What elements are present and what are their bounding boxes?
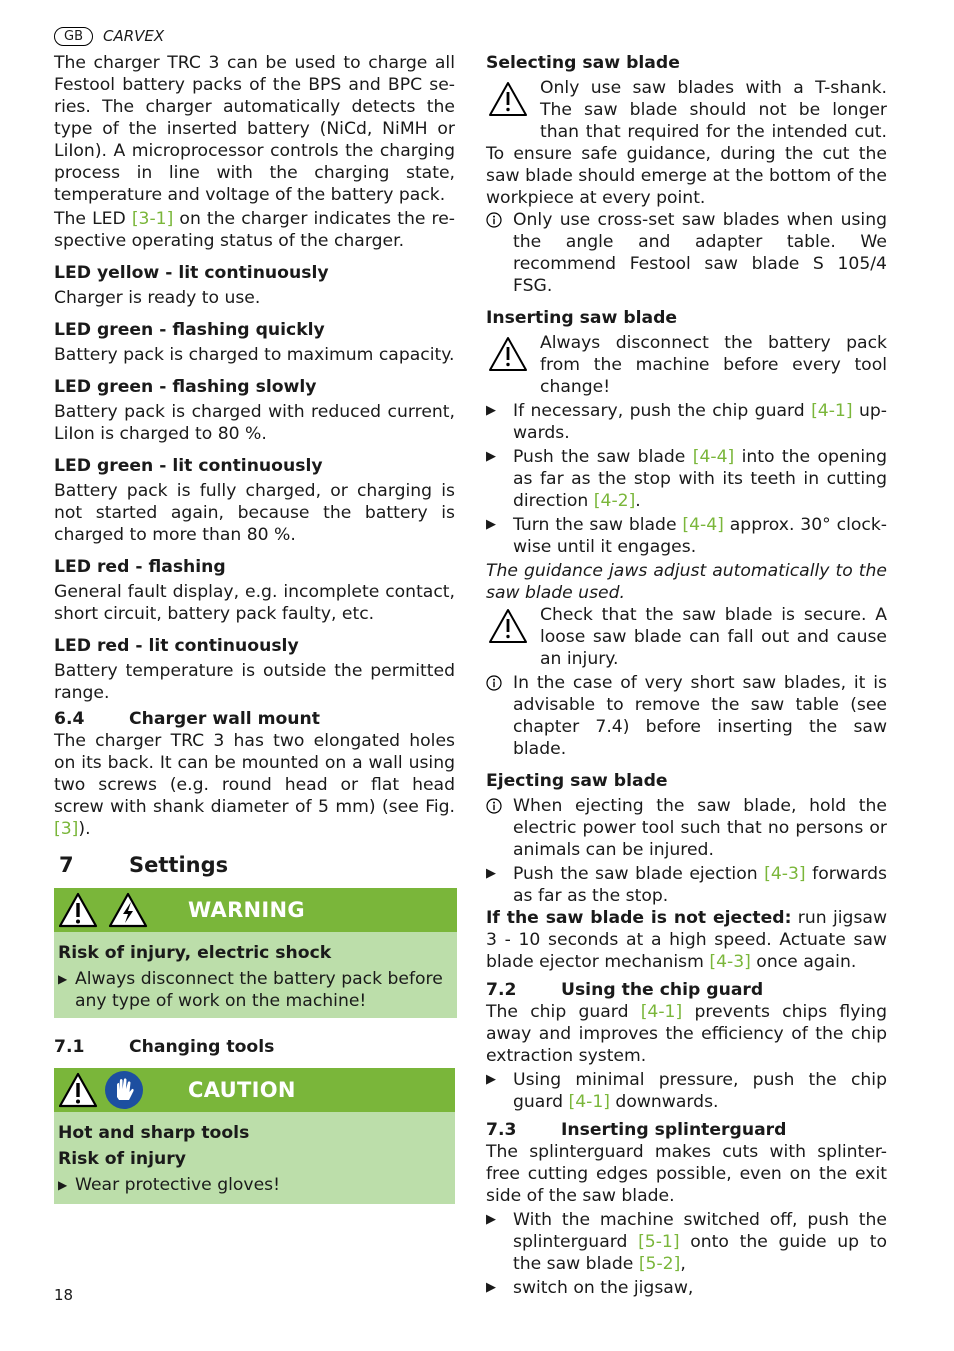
section-heading-6-4: 6.4 Charger wall mount xyxy=(54,709,320,729)
led-heading: LED green - flashing slowly xyxy=(54,377,317,397)
caution-box-header xyxy=(54,1068,455,1112)
info-note: When ejecting the saw blade, hold the electric power tool such that no persons or animals can be injured. xyxy=(486,795,887,861)
warning-box-body xyxy=(54,932,457,1018)
section-heading-7-1: 7.1 Changing tools xyxy=(54,1037,275,1057)
bullet-arrow-icon: ▶ xyxy=(486,866,496,881)
led-status-item xyxy=(54,635,455,704)
eject-fallback-paragraph: If the saw blade is not ejected: run jigsaw 3 - 10 seconds at a high speed. Actuate saw blade ejector mechanism [4-3] once again. xyxy=(486,908,887,972)
led-heading: LED green - lit continuously xyxy=(54,456,323,476)
caution-title: CAUTION xyxy=(188,1078,296,1102)
wall-mount-paragraph: The charger TRC 3 has two elongated holes on its back. It can be mounted on a wall using two screws (e.g. round head or flat head screw with shank diameter of 5 mm) (see Fig. [3]). xyxy=(54,731,455,839)
bullet-arrow-icon: ▶ xyxy=(486,517,496,532)
led-status-item xyxy=(54,262,455,309)
warning-note: Always disconnect the battery pack from the machine before every tool change! xyxy=(486,332,887,400)
warning-title: WARNING xyxy=(188,898,305,922)
caution-instruction: ▶ Wear protective gloves! xyxy=(58,1175,281,1195)
led-heading: LED green - flashing quickly xyxy=(54,320,325,340)
figure-reference: [4-2] xyxy=(593,491,636,511)
warning-triangle-icon xyxy=(58,892,98,928)
warning-triangle-icon xyxy=(486,75,540,127)
figure-reference: [4-4] xyxy=(682,515,724,535)
figure-reference: [4-3] xyxy=(764,864,806,884)
instruction-step: ▶ With the machine switched off, push the splinterguard [5-1] onto the guide up to the saw blade [5-2], xyxy=(486,1210,888,1274)
led-heading: LED red - lit continuously xyxy=(54,636,299,656)
led-description: Battery pack is charged to maximum capacity. xyxy=(54,345,455,365)
led-heading: LED red - flashing xyxy=(54,557,226,577)
bullet-arrow-icon: ▶ xyxy=(486,403,496,418)
led-status-item xyxy=(54,319,455,366)
figure-reference: [5-2] xyxy=(638,1254,681,1274)
led-description: General fault display, e.g. incomplete contact, short circuit, battery pack faulty, etc. xyxy=(54,582,455,624)
figure-reference: [3] xyxy=(54,819,79,839)
led-description: Battery pack is charged with reduced current, LiIon is charged to 80 %. xyxy=(54,402,455,444)
subheading-ejecting-saw-blade: Ejecting saw blade xyxy=(486,771,668,791)
bullet-arrow-icon: ▶ xyxy=(486,1212,496,1227)
warning-triangle-icon xyxy=(486,330,540,382)
result-note: The guidance jaws adjust automatically to the saw blade used. xyxy=(486,561,887,603)
led-heading: LED yellow - lit continuously xyxy=(54,263,329,283)
left-column xyxy=(54,52,455,1204)
section-heading-7-2: 7.2 Using the chip guard xyxy=(486,980,764,1000)
intro-paragraph-led: The LED [3-1] on the charger indicates the respective operating status of the charger. xyxy=(54,209,455,251)
gloves-icon xyxy=(104,1070,144,1110)
language-badge: GB xyxy=(54,27,93,46)
led-description: Battery temperature is outside the permitted range. xyxy=(54,661,455,703)
caution-box xyxy=(54,1068,455,1204)
bullet-arrow-icon: ▶ xyxy=(58,1178,68,1192)
warning-instruction: ▶ Always disconnect the battery pack before any type of work on the machine! xyxy=(58,969,443,1011)
figure-reference: [4-1] xyxy=(811,401,853,421)
bullet-arrow-icon: ▶ xyxy=(486,1072,496,1087)
instruction-step: ▶ Using minimal pressure, push the chip guard [4-1] downwards. xyxy=(486,1070,887,1112)
instruction-step: ▶ Push the saw blade ejection [4-3] forwards as far as the stop. xyxy=(486,864,887,906)
figure-reference: [4-1] xyxy=(640,1002,683,1022)
info-note: Only use cross-set saw blades when using the angle and adapter table. We recommend Festool saw blade S 105/4 FSG. xyxy=(486,209,887,297)
info-icon xyxy=(486,209,513,228)
electric-shock-icon xyxy=(108,892,148,928)
bullet-arrow-icon: ▶ xyxy=(486,1280,496,1295)
led-description: Charger is ready to use. xyxy=(54,288,261,308)
figure-reference: [3-1] xyxy=(131,209,174,229)
warning-note: Only use saw blades with a T-shank. The saw blade should not be longer than that required for the intended cut. To ensure safe guidance, during the cut the saw blade should emerge at the bottom of the workpiece at every point. xyxy=(486,77,887,209)
figure-reference: [5-1] xyxy=(638,1232,680,1252)
info-icon xyxy=(486,795,513,814)
section-heading-7-3: 7.3 Inserting splinterguard xyxy=(486,1120,787,1140)
info-icon xyxy=(486,672,513,691)
figure-reference: [4-3] xyxy=(709,952,751,972)
subheading-selecting-saw-blade: Selecting saw blade xyxy=(486,53,680,73)
section-heading-7: 7 Settings xyxy=(59,853,229,877)
instruction-step: ▶ If necessary, push the chip guard [4-1] upwards. xyxy=(486,401,887,443)
instruction-step: ▶ Turn the saw blade [4-4] approx. 30° clockwise until it engages. xyxy=(486,515,887,557)
warning-note: Check that the saw blade is secure. A loose saw blade can fall out and cause an injury. xyxy=(486,604,887,670)
led-status-item xyxy=(54,376,455,445)
chip-guard-paragraph: The chip guard [4-1] prevents chips flying away and improves the efficiency of the chip extraction system. xyxy=(486,1002,887,1066)
caution-hazard: Hot and sharp tools xyxy=(58,1123,250,1143)
warning-box-header xyxy=(54,888,457,932)
bullet-arrow-icon: ▶ xyxy=(486,449,496,464)
intro-paragraph: The charger TRC 3 can be used to charge all Festool battery packs of the BPS and BPC series. The charger automatically detects the type of the inserted battery (NiCd, NiMH or LiIon). A microprocessor controls the charging process in line with the charging state, temperature and voltage of the battery pack. xyxy=(54,53,455,205)
led-status-item xyxy=(54,556,455,625)
warning-box xyxy=(54,888,457,1018)
led-description: Battery pack is fully charged, or charging is not started again, because the battery is charged to more than 80 %. xyxy=(54,481,455,545)
subheading-inserting-saw-blade: Inserting saw blade xyxy=(486,308,678,328)
led-status-item xyxy=(54,455,455,546)
right-column xyxy=(486,52,887,1299)
warning-risk: Risk of injury, electric shock xyxy=(58,943,332,963)
bullet-arrow-icon: ▶ xyxy=(58,972,68,986)
page-number: 18 xyxy=(54,1286,74,1304)
warning-triangle-icon xyxy=(486,602,540,654)
splinterguard-paragraph: The splinterguard makes cuts with splinter-free cutting edges possible, even on the exit side of the saw blade. xyxy=(486,1142,887,1206)
caution-risk: Risk of injury xyxy=(58,1149,186,1169)
page-header xyxy=(54,25,164,47)
figure-reference: [4-1] xyxy=(568,1092,610,1112)
instruction-step: ▶ switch on the jigsaw, xyxy=(486,1278,694,1298)
instruction-step: ▶ Push the saw blade [4-4] into the opening as far as the stop with its teeth in cutting direction [4-2]. xyxy=(486,447,887,511)
caution-box-body xyxy=(54,1112,455,1204)
figure-reference: [4-4] xyxy=(692,447,735,467)
info-note: In the case of very short saw blades, it is advisable to remove the saw table (see chapter 7.4) before inserting the saw blade. xyxy=(486,672,887,760)
brand-name: CARVEX xyxy=(103,27,165,45)
warning-triangle-icon xyxy=(58,1072,98,1108)
